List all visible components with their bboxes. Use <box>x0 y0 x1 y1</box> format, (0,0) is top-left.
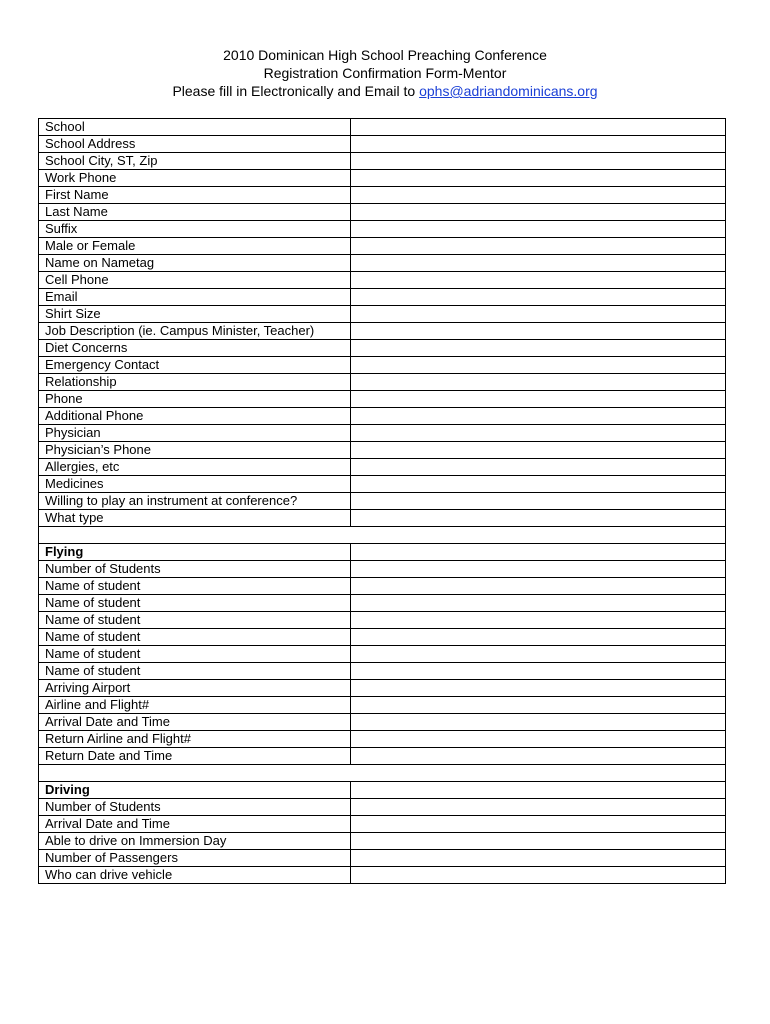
form-row <box>39 221 726 238</box>
field-label: Arriving Airport <box>39 680 351 697</box>
form-row <box>39 510 726 527</box>
field-label: Number of Passengers <box>39 850 351 867</box>
field-value-cell[interactable] <box>351 374 726 391</box>
field-label: Who can drive vehicle <box>39 867 351 884</box>
field-value-cell[interactable] <box>351 493 726 510</box>
field-value-cell[interactable] <box>351 119 726 136</box>
field-label: Name of student <box>39 646 351 663</box>
field-value-cell[interactable] <box>351 425 726 442</box>
field-label: Able to drive on Immersion Day <box>39 833 351 850</box>
form-row <box>39 136 726 153</box>
spacer-cell <box>39 527 726 544</box>
form-row <box>39 578 726 595</box>
field-label: Male or Female <box>39 238 351 255</box>
form-row <box>39 238 726 255</box>
field-value-cell[interactable] <box>351 714 726 731</box>
field-value-cell[interactable] <box>351 289 726 306</box>
form-row <box>39 272 726 289</box>
registration-table <box>38 118 726 884</box>
spacer-row <box>39 527 726 544</box>
field-value-cell[interactable] <box>351 459 726 476</box>
form-row <box>39 323 726 340</box>
section-heading: Driving <box>39 782 351 799</box>
field-label: Additional Phone <box>39 408 351 425</box>
field-value-cell[interactable] <box>351 238 726 255</box>
field-label: Name on Nametag <box>39 255 351 272</box>
form-row <box>39 357 726 374</box>
field-label: Email <box>39 289 351 306</box>
field-label: Last Name <box>39 204 351 221</box>
field-value-cell[interactable] <box>351 442 726 459</box>
form-row <box>39 595 726 612</box>
field-value-cell[interactable] <box>351 629 726 646</box>
instructions-text: Please fill in Electronically and Email to <box>172 83 420 99</box>
form-row <box>39 493 726 510</box>
section-heading: Flying <box>39 544 351 561</box>
field-label: Name of student <box>39 578 351 595</box>
form-row <box>39 255 726 272</box>
field-value-cell[interactable] <box>351 510 726 527</box>
field-label: Name of student <box>39 629 351 646</box>
field-label: Name of student <box>39 612 351 629</box>
field-label: Job Description (ie. Campus Minister, Teacher) <box>39 323 351 340</box>
field-label: Shirt Size <box>39 306 351 323</box>
field-value-cell[interactable] <box>351 595 726 612</box>
field-label: Diet Concerns <box>39 340 351 357</box>
form-row <box>39 867 726 884</box>
form-row <box>39 833 726 850</box>
form-row <box>39 697 726 714</box>
field-value-cell[interactable] <box>351 867 726 884</box>
form-row <box>39 476 726 493</box>
form-subtitle: Registration Confirmation Form-Mentor <box>263 65 507 81</box>
field-label: School <box>39 119 351 136</box>
field-label: Relationship <box>39 374 351 391</box>
form-row <box>39 561 726 578</box>
field-value-cell[interactable] <box>351 850 726 867</box>
field-value-cell[interactable] <box>351 476 726 493</box>
form-row <box>39 204 726 221</box>
form-row <box>39 187 726 204</box>
field-label: Number of Students <box>39 561 351 578</box>
field-value-cell[interactable] <box>351 561 726 578</box>
conference-title: 2010 Dominican High School Preaching Conference <box>223 47 547 63</box>
field-label: What type <box>39 510 351 527</box>
field-value-cell[interactable] <box>351 578 726 595</box>
field-value-cell[interactable] <box>351 833 726 850</box>
form-row <box>39 374 726 391</box>
form-row <box>39 799 726 816</box>
form-row <box>39 153 726 170</box>
field-label: Physician <box>39 425 351 442</box>
instructions <box>0 82 770 100</box>
field-label: Work Phone <box>39 170 351 187</box>
field-label: Allergies, etc <box>39 459 351 476</box>
form-row <box>39 408 726 425</box>
field-value-cell[interactable] <box>351 170 726 187</box>
field-value-cell[interactable] <box>351 323 726 340</box>
field-label: Airline and Flight# <box>39 697 351 714</box>
email-link[interactable]: ophs@adriandominicans.org <box>419 83 598 99</box>
field-value-cell[interactable] <box>351 731 726 748</box>
form-row <box>39 663 726 680</box>
field-label: Arrival Date and Time <box>39 816 351 833</box>
spacer-row <box>39 765 726 782</box>
field-value-cell[interactable] <box>351 221 726 238</box>
field-label: Number of Students <box>39 799 351 816</box>
field-label: Physician’s Phone <box>39 442 351 459</box>
field-label: Name of student <box>39 595 351 612</box>
field-label: Phone <box>39 391 351 408</box>
form-row <box>39 442 726 459</box>
field-value-cell[interactable] <box>351 391 726 408</box>
field-value-cell[interactable] <box>351 136 726 153</box>
field-value-cell[interactable] <box>351 306 726 323</box>
form-row <box>39 816 726 833</box>
field-value-cell[interactable] <box>351 255 726 272</box>
form-row <box>39 850 726 867</box>
field-label: Return Date and Time <box>39 748 351 765</box>
form-header <box>0 46 770 100</box>
form-row <box>39 289 726 306</box>
field-value-cell[interactable] <box>351 408 726 425</box>
field-label: Name of student <box>39 663 351 680</box>
section-row <box>39 782 726 799</box>
field-value-cell[interactable] <box>351 680 726 697</box>
field-value-cell[interactable] <box>351 544 726 561</box>
form-row <box>39 459 726 476</box>
field-value-cell[interactable] <box>351 153 726 170</box>
field-label: Arrival Date and Time <box>39 714 351 731</box>
form-row <box>39 391 726 408</box>
form-row <box>39 629 726 646</box>
field-value-cell[interactable] <box>351 799 726 816</box>
field-value-cell[interactable] <box>351 816 726 833</box>
field-value-cell[interactable] <box>351 646 726 663</box>
form-row <box>39 306 726 323</box>
form-row <box>39 748 726 765</box>
field-label: Medicines <box>39 476 351 493</box>
form-row <box>39 612 726 629</box>
form-row <box>39 425 726 442</box>
form-row <box>39 646 726 663</box>
form-row <box>39 119 726 136</box>
form-row <box>39 714 726 731</box>
form-row <box>39 731 726 748</box>
field-label: First Name <box>39 187 351 204</box>
field-value-cell[interactable] <box>351 187 726 204</box>
field-label: Return Airline and Flight# <box>39 731 351 748</box>
field-label: School City, ST, Zip <box>39 153 351 170</box>
field-label: School Address <box>39 136 351 153</box>
field-value-cell[interactable] <box>351 663 726 680</box>
field-value-cell[interactable] <box>351 697 726 714</box>
form-row <box>39 680 726 697</box>
form-row <box>39 340 726 357</box>
field-label: Willing to play an instrument at conference? <box>39 493 351 510</box>
field-label: Emergency Contact <box>39 357 351 374</box>
field-value-cell[interactable] <box>351 748 726 765</box>
field-value-cell[interactable] <box>351 612 726 629</box>
field-value-cell[interactable] <box>351 340 726 357</box>
field-label: Cell Phone <box>39 272 351 289</box>
field-label: Suffix <box>39 221 351 238</box>
section-row <box>39 544 726 561</box>
form-row <box>39 170 726 187</box>
field-value-cell[interactable] <box>351 782 726 799</box>
field-value-cell[interactable] <box>351 357 726 374</box>
spacer-cell <box>39 765 726 782</box>
field-value-cell[interactable] <box>351 272 726 289</box>
field-value-cell[interactable] <box>351 204 726 221</box>
